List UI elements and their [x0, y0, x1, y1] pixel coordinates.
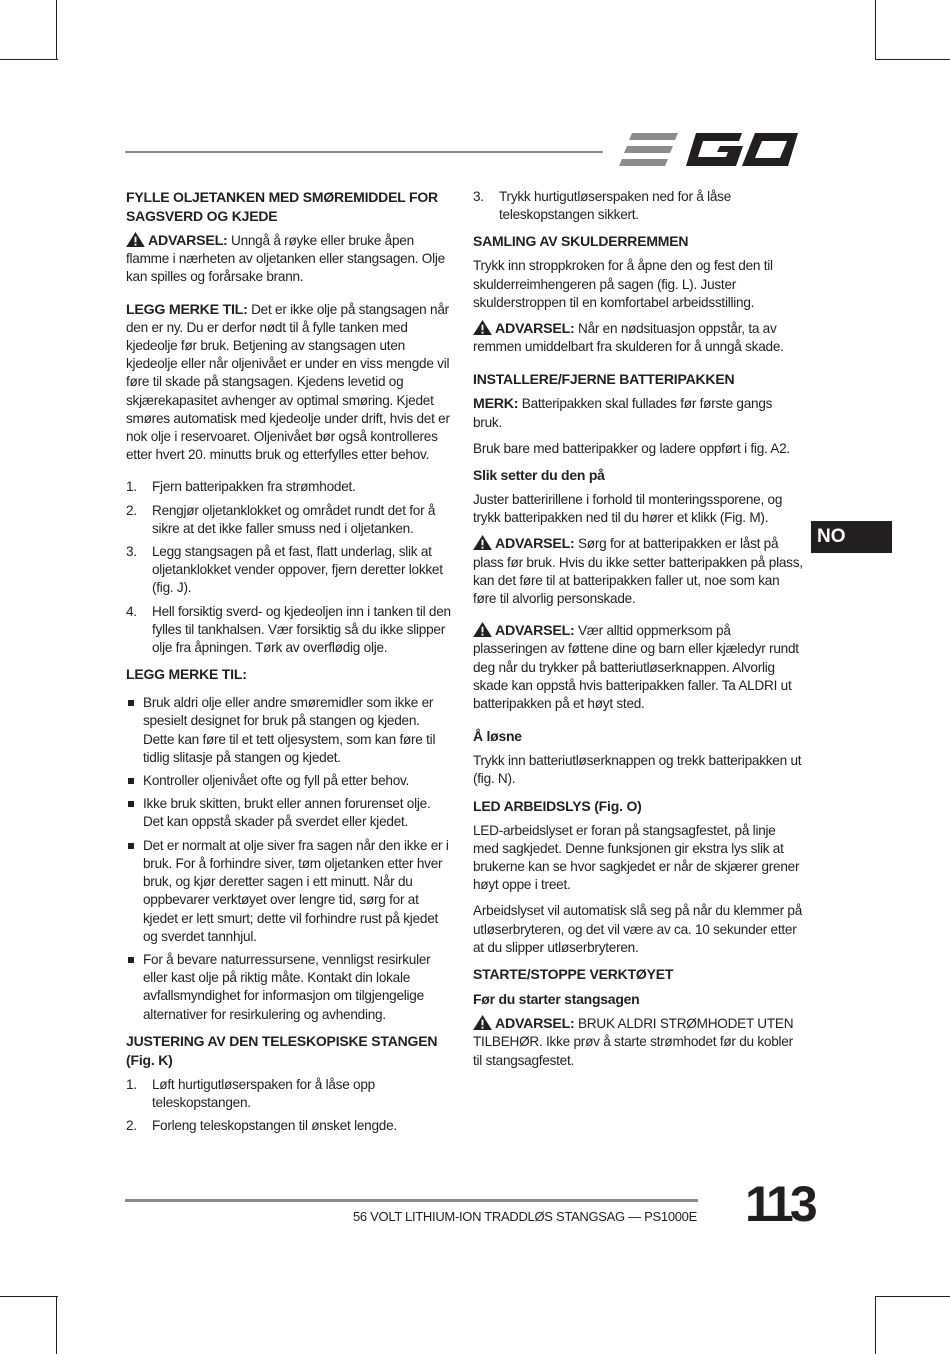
warning-oil-fire: [126, 232, 452, 287]
list-item: 1. Fjern batteripakken fra strømhodet.: [126, 479, 356, 495]
warning-triangle-icon: [473, 535, 492, 550]
list-item: Ikke bruk skitten, brukt eller annen forurenset olje. Det kan oppstå skader på sverdet eller kjedet.: [126, 795, 452, 831]
subheading-detach: Å løsne: [473, 728, 522, 745]
crop-mark-tr-h: [875, 59, 950, 60]
section-heading-battery: INSTALLERE/FJERNE BATTERIPAKKEN: [473, 371, 735, 388]
crop-mark-bl-v: [56, 1296, 57, 1354]
warning-label: ADVARSEL:: [148, 233, 228, 249]
crop-mark-br-v: [875, 1296, 876, 1354]
warning-text: Unngå å røyke eller bruke åpen flamme i nærheten av oljetanken eller stangsagen. Olje kan spilles og forårsake brann.: [126, 233, 445, 285]
section-heading-oil: FYLLE OLJETANKEN MED SMØREMIDDEL FOR SAGSVERD OG KJEDE: [126, 189, 438, 224]
bullet-square-icon: [128, 700, 134, 706]
section-heading-strap: SAMLING AV SKULDERREMMEN: [473, 233, 689, 250]
bullet-square-icon: [128, 778, 134, 784]
note-bullets: [126, 694, 452, 1023]
telescopic-steps: [126, 1076, 452, 1136]
section-heading-note: LEGG MERKE TIL:: [126, 666, 247, 683]
led-paragraph-2: Arbeidslyset vil automatisk slå seg på når du klemmer på utløserbryteren, og det vil være av ca. 10 sekunder etter at du slipper utløserbryteren.: [473, 903, 803, 955]
subheading-attach: Slik setter du den på: [473, 467, 605, 484]
list-item: 1. Løft hurtigutløserspaken for å låse opp teleskopstangen.: [126, 1076, 375, 1110]
list-item: Kontroller oljenivået ofte og fyll på etter behov.: [126, 772, 452, 790]
crop-mark-bl-h: [0, 1296, 58, 1297]
ego-logo: [618, 130, 800, 170]
warning-triangle-icon: [473, 1015, 492, 1030]
list-item: Bruk aldri olje eller andre smøremidler som ikke er spesielt designet for bruk på stangen og kjeden. Dette kan føre til et tett oljesystem, som kan føre til tidlig slitasje på stangen og kjedet.: [126, 694, 452, 767]
warning-strap: ADVARSEL: Når en nødsituasjon oppstår, ta av remmen umiddelbart fra skulderen for å unngå skade.: [473, 321, 784, 355]
led-paragraph-1: LED-arbeidslyset er foran på stangsagfestet, på linje med sagkjedet. Denne funksjonen gir ekstra lys slik at brukerne kan se hvor sagkjedet er når de skjærer grener høyt oppe i treet.: [473, 822, 800, 893]
detach-paragraph: Trykk inn batteriutløserknappen og trekk batteripakken ut (fig. N).: [473, 753, 802, 787]
note-label: LEGG MERKE TIL:: [126, 301, 248, 318]
attach-paragraph: Juster batteririllene i forhold til monteringssporene, og trykk batteripakken ned til du hører et klikk (Fig. M).: [473, 492, 783, 526]
right-column: [473, 188, 803, 1078]
crop-mark-tr-v: [875, 0, 876, 60]
strap-paragraph: Trykk inn stroppkroken for å åpne den og fest den til skulderreimhengeren på sagen (fig. L). Juster skulderstroppen til en komfortabel arbeidsstilling.: [473, 258, 773, 310]
list-item: 3. Trykk hurtigutløserspaken ned for å låse teleskopstangen sikkert.: [473, 189, 732, 223]
list-item: Det er normalt at olje siver fra sagen når den ikke er i bruk. For å forhindre siver, tøm oljetanken etter hver bruk, og kjør deretter sagen i ett minutt. Når du oppbevarer verktøyet over lengre tid, sørg for at kjedet er lett smurt; dette vil forhindre rust på kjedet og sverdet tannhjul.: [126, 837, 452, 946]
list-item: For å bevare naturressursene, vennligst resirkuler eller kast olje på riktig måte. Kontakt din lokale avfallsmyndighet for informasjon om tilgjengelige alternativer for resirkulering og avhending.: [126, 951, 452, 1024]
subheading-before-start: Før du starter stangsagen: [473, 991, 640, 1008]
warning-triangle-icon: [473, 320, 492, 335]
warning-attach-2: ADVARSEL: Vær alltid oppmerksom på plasseringen av føttene dine og barn eller kjæledyr rundt deg når du trykker på batteriutløserknappen. Alvorlig skade kan oppstå hvis batteripakken faller. Ta ALDRI ut batteripakken på et høyt sted.: [473, 623, 799, 712]
bullet-square-icon: [128, 801, 134, 807]
page-number: 113: [745, 1176, 814, 1232]
left-column: [126, 188, 452, 1143]
note-text: Det er ikke olje på stangsagen når den er ny. Du er derfor nødt til å fylle tanken med kjedeolje før bruk. Betjening av stangsagen uten kjedeolje eller når oljenivået er under en viss mengde vil føre til skade på stangsagen. Kjedens levetid og skjærekapasitet avhenger av optimal smøring. Kjedet smøres automatisk med kjedeolje under drift, hvis det er nok olje i reservoaret. Oljenivået bør også kontrolleres etter hvert 20. minutts bruk og etterfylles etter behov.: [126, 301, 450, 463]
language-tab: NO: [811, 521, 892, 553]
warning-triangle-icon: [473, 622, 492, 637]
crop-mark-tl-v: [56, 0, 57, 60]
list-item: 3. Legg stangsagen på et fast, flatt underlag, slik at oljetanklokket vender oppover, fjern deretter lokket (fig. J).: [126, 544, 443, 596]
list-item: 2. Rengjør oljetanklokket og området rundt det for å sikre at det ikke faller smuss ned i oljetanken.: [126, 502, 436, 536]
oil-steps: [126, 478, 452, 657]
crop-mark-br-h: [875, 1296, 950, 1297]
battery-paragraph: Bruk bare med batteripakker og ladere oppført i fig. A2.: [473, 440, 790, 456]
crop-mark-tl-h: [0, 59, 58, 60]
list-item: 2. Forleng teleskopstangen til ønsket lengde.: [126, 1118, 397, 1134]
footer-rule: [125, 1199, 698, 1202]
section-heading-telescopic: JUSTERING AV DEN TELESKOPISKE STANGEN (Fig. K): [126, 1032, 438, 1068]
header-rule: [125, 151, 603, 153]
bullet-square-icon: [128, 843, 134, 849]
warning-attach-1: ADVARSEL: Sørg for at batteripakken er låst på plass før bruk. Hvis du ikke setter batteripakken på plass, kan det føre til at batteripakken faller ut, noe som kan føre til alvorlig personskade.: [473, 536, 803, 607]
list-item: 4. Hell forsiktig sverd- og kjedeoljen inn i tanken til den fylles til tankhalsen. Vær forsiktig så du ikke slipper olje fra åpningen. Tørk av overflødig olje.: [126, 603, 451, 656]
telescopic-steps-cont: [473, 188, 803, 224]
merk-note: MERK: Batteripakken skal fullades før første gangs bruk.: [473, 396, 773, 430]
note-oil: [126, 301, 452, 465]
bullet-square-icon: [128, 957, 134, 963]
warning-start: ADVARSEL: BRUK ALDRI STRØMHODET UTEN TILBEHØR. Ikke prøv å starte strømhodet før du kobler til stangsagfestet.: [473, 1016, 794, 1068]
section-heading-led: LED ARBEIDSLYS (Fig. O): [473, 797, 642, 814]
section-heading-start: STARTE/STOPPE VERKTØYET: [473, 966, 674, 983]
warning-triangle-icon: [126, 232, 145, 247]
footer-title: 56 VOLT LITHIUM-ION TRADDLØS STANGSAG — PS1000E: [353, 1209, 697, 1224]
